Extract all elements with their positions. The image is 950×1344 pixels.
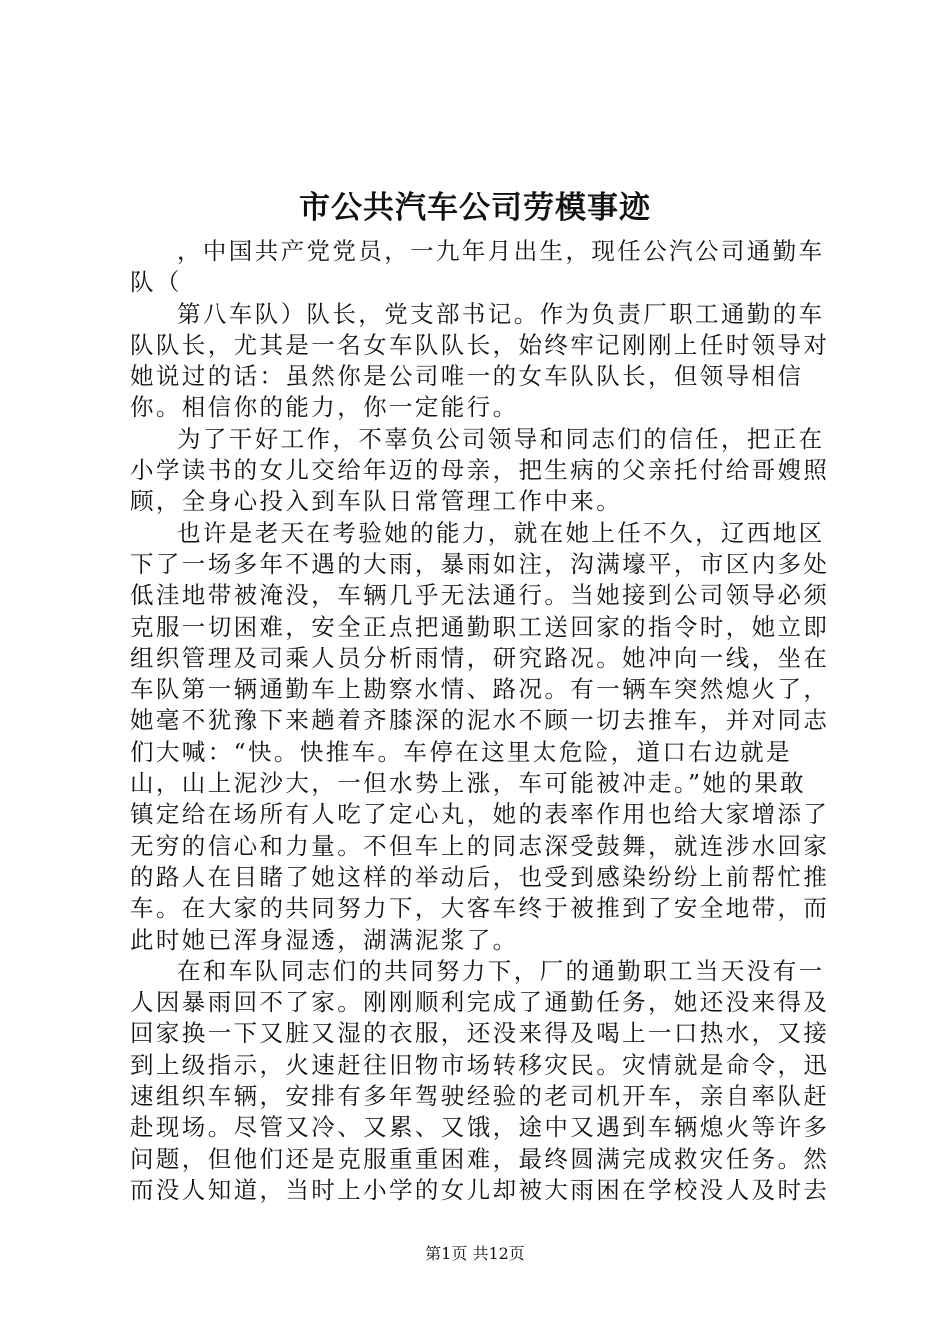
page-footer: 第1页 共12页	[425, 1244, 525, 1263]
document-body	[130, 236, 830, 1206]
paragraph-1: ，中国共产党党员，一九年月出生，现任公汽公司通勤车队（	[130, 237, 825, 297]
document-title: 市公共汽车公司劳模事迹	[299, 190, 651, 226]
paragraph-3: 为了干好工作，不辜负公司领导和同志们的信任，把正在小学读书的女儿交给年迈的母亲，把生病的父亲托付给哥嫂照顾，全身心投入到车队日常管理工作中来。	[130, 424, 830, 516]
paragraph-5: 在和车队同志们的共同努力下，厂的通勤职工当天没有一人因暴雨回不了家。刚刚顺利完成了通勤任务，她还没来得及回家换一下又脏又湿的衣服，还没来得及喝上一口热水，又接到上级指示，火速赶往旧物市场转移灾民。灾情就是命令，迅速组织车辆，安排有多年驾驶经验的老司机开车，亲自率队赶赴现场。尽管又冷、又累、又饿，途中又遇到车辆熄火等许多问题，但他们还是克服重重困难，最终圆满完成救灾任务。然而没人知道，当时上小学的女儿却被大雨困在学校没人及时去	[130, 956, 830, 1204]
paragraph-2: 第八车队）队长，党支部书记。作为负责厂职工通勤的车队队长，尤其是一名女车队队长，始终牢记刚刚上任时领导对她说过的话：虽然你是公司唯一的女车队队长，但领导相信你。相信你的能力，你一定能行。	[130, 299, 830, 422]
paragraph-4: 也许是老天在考验她的能力，就在她上任不久，辽西地区下了一场多年不遇的大雨，暴雨如注，沟满壕平，市区内多处低洼地带被淹没，车辆几乎无法通行。当她接到公司领导必须克服一切困难，安全正点把通勤职工送回家的指令时，她立即组织管理及司乘人员分析雨情，研究路况。她冲向一线，坐在车队第一辆通勤车上勘察水情、路况。有一辆车突然熄火了，她毫不犹豫下来趟着齐膝深的泥水不顾一切去推车，并对同志们大喊：“快。快推车。车停在这里太危险，道口右边就是山，山上泥沙大，一但水势上涨，车可能被冲走。”她的果敢镇定给在场所有人吃了定心丸，她的表率作用也给大家增添了无穷的信心和力量。不但车上的同志深受鼓舞，就连涉水回家的路人在目睹了她这样的举动后，也受到感染纷纷上前帮忙推车。在大家的共同努力下，大客车终于被推到了安全地带，而此时她已浑身湿透，湖满泥浆了。	[130, 518, 830, 954]
